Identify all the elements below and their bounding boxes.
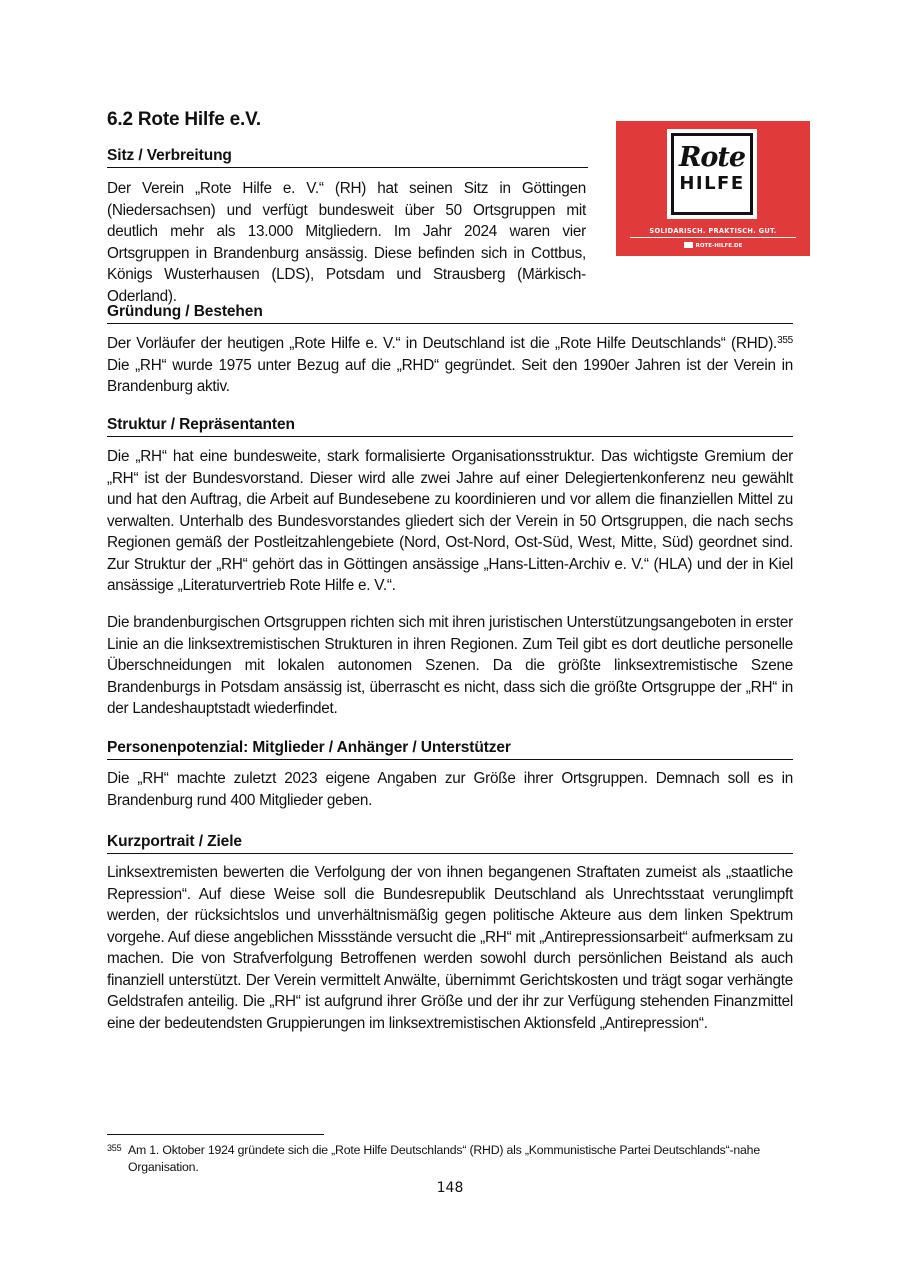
footnote-reference: 355	[777, 335, 793, 346]
section-heading-kurzportrait: Kurzportrait / Ziele	[107, 833, 793, 854]
logo-word-hilfe: HILFE	[679, 173, 745, 194]
footnote-text: Am 1. Oktober 1924 gründete sich die „Rote Hilfe Deutschlands“ (RHD) als „Kommunistische Partei Deutschlands“-nahe Organisation.	[128, 1143, 760, 1174]
logo-url: ROTE-HILFE.DE	[616, 242, 810, 249]
logo-slogan: SOLIDARISCH. PRAKTISCH. GUT.	[649, 227, 777, 235]
paragraph-struktur-1: Die „RH“ hat eine bundesweite, stark formalisierte Organisationsstruktur. Das wichtigste Gremium der „RH“ ist der Bundesvorstand. Dieser wird alle zwei Jahre auf einer Delegiertenkonferenz neu gewählt und hat den Auftrag, die Arbeit auf Bundesebene zu koordinieren und vor allem die finanziellen Mittel zu verwalten. Unterhalb des Bundesvorstandes gliedert sich der Verein in 50 Ortsgruppen, die nach sechs Regionen gemäß der Postleitzahlengebiete (Nord, Ost-Nord, Ost-Süd, West, Mitte, Süd) geordnet sind. Zur Struktur der „RH“ gehört das in Göttingen ansässige „Hans-Litten-Archiv e. V.“ (HLA) und der in Kiel ansässige „Literaturvertrieb Rote Hilfe e. V.“.	[107, 448, 793, 594]
section-heading-personen: Personenpotenzial: Mitglieder / Anhänger / Unterstützer	[107, 739, 793, 760]
logo-word-rote: Rote	[678, 142, 746, 173]
paragraph-struktur-2: Die brandenburgischen Ortsgruppen richten sich mit ihren juristischen Unterstützungsangeboten in erster Linie an die linksextremistischen Strukturen in ihren Regionen. Zum Teil gibt es dort deutliche personelle Überschneidungen mit lokalen autonomen Szenen. Da die größte linksextremistische Szene Brandenburgs in Potsdam ansässig ist, überrascht es nicht, dass sich die größte Ortsgruppe der „RH“ in der Landeshauptstadt wiederfindet.	[107, 614, 793, 717]
chapter-title: 6.2 Rote Hilfe e.V.	[107, 109, 261, 130]
paragraph-personen: Die „RH“ machte zuletzt 2023 eigene Angaben zur Größe ihrer Ortsgruppen. Demnach soll es in Brandenburg rund 400 Mitglieder geben.	[107, 770, 793, 809]
logo-frame	[667, 129, 757, 219]
rote-hilfe-logo	[616, 121, 810, 256]
footnote-divider	[107, 1134, 324, 1135]
paragraph-kurzportrait: Linksextremisten bewerten die Verfolgung der von ihnen begangenen Straftaten zumeist als „staatliche Repression“. Auf diese Weise soll die Bundesrepublik Deutschland als Unrechtsstaat verunglimpft werden, der rücksichtslos und unverhältnismäßig gegen politische Akteure aus dem linken Spektrum vorgehe. Auf diese angeblichen Missstände versucht die „RH“ mit „Antirepressionsarbeit“ aufmerksam zu machen. Die von Strafverfolgung Betroffenen werden sowohl durch persönlichen Beistand als auch finanziell unterstützt. Der Verein vermittelt Anwälte, übernimmt Gerichtskosten und trägt sogar verhängte Geldstrafen anteilig. Die „RH“ ist aufgrund ihrer Größe und der ihr zur Verfügung stehenden Finanzmittel eine der bedeutendsten Gruppierungen im linksextremistischen Aktionsfeld „Antirepression“.	[107, 864, 793, 1032]
page-number: 148	[436, 1180, 464, 1196]
paragraph-gruendung: Der Vorläufer der heutigen „Rote Hilfe e. V.“ in Deutschland ist die „Rote Hilfe Deutschlands“ (RHD).$^{355}$ Die „RH“ wurde 1975 unter Bezug auf die „RHD“ gegründet. Seit den 1990er Jahren ist der Verein in Brandenburg aktiv.	[107, 335, 793, 395]
section-heading-sitz: Sitz / Verbreitung	[107, 147, 588, 168]
footnote	[107, 1142, 797, 1175]
section-heading-struktur: Struktur / Repräsentanten	[107, 416, 793, 437]
footnote-number: 355	[107, 1143, 122, 1153]
logo-divider	[630, 237, 796, 238]
paragraph-sitz: Der Verein „Rote Hilfe e. V.“ (RH) hat seinen Sitz in Göttingen (Niedersachsen) und verfügt bundesweit über 50 Ortsgruppen mit deutlich mehr als 13.000 Mitgliedern. Im Jahr 2024 waren vier Ortsgruppen in Brandenburg ansässig. Diese befinden sich in Cottbus, Königs Wusterhausen (LDS), Potsdam und Strausberg (Märkisch-Oderland).	[107, 180, 586, 305]
section-heading-gruendung: Gründung / Bestehen	[107, 303, 793, 324]
logo-mini-icon	[684, 242, 693, 248]
